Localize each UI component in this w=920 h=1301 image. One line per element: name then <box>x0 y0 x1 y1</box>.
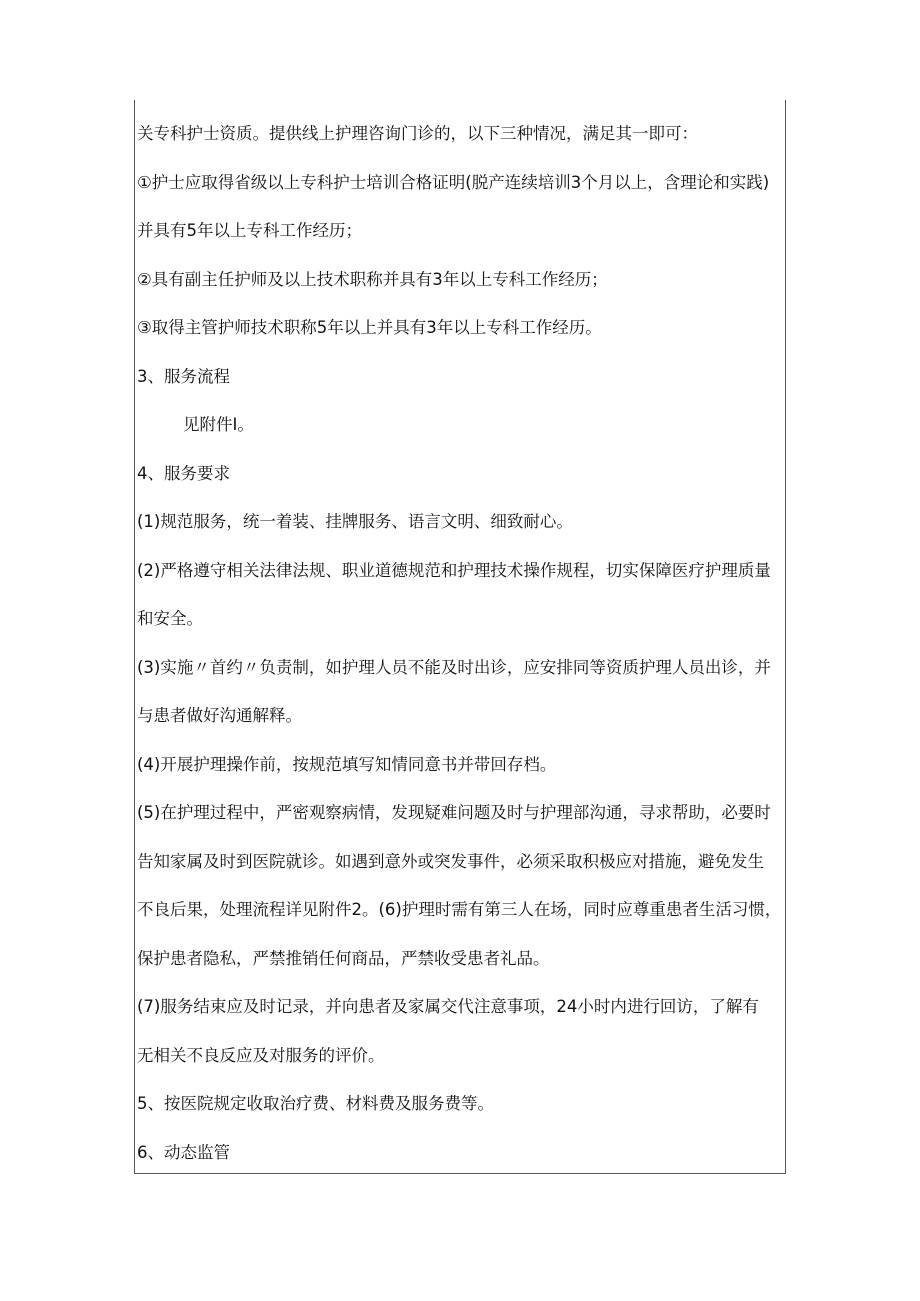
text-line: 见附件I。 <box>183 415 254 434</box>
text-line: 不良后果，处理流程详见附件2。(6)护理时需有第三人在场，同时应尊重患者生活习惯， <box>137 900 782 919</box>
text-line: ①护士应取得省级以上专科护士培训合格证明(脱产连续培训3个月以上，含理论和实践) <box>137 173 770 192</box>
text-line: (5)在护理过程中，严密观察病情，发现疑难问题及时与护理部沟通，寻求帮助，必要时 <box>137 803 771 822</box>
section-heading: 6、动态监管 <box>137 1143 230 1162</box>
text-line: (2)严格遵守相关法律法规、职业道德规范和护理技术操作规程，切实保障医疗护理质量 <box>137 561 771 580</box>
text-line: 5、按医院规定收取治疗费、材料费及服务费等。 <box>137 1094 494 1113</box>
text-line: (7)服务结束应及时记录，并向患者及家属交代注意事项，24小时内进行回访，了解有 <box>137 997 759 1016</box>
text-line: 告知家属及时到医院就诊。如遇到意外或突发事件，必须采取积极应对措施，避免发生 <box>137 852 764 871</box>
text-line: ③取得主管护师技术职称5年以上并具有3年以上专科工作经历。 <box>137 318 602 337</box>
text-line: 无相关不良反应及对服务的评价。 <box>137 1046 385 1065</box>
section-heading: 3、服务流程 <box>137 367 230 386</box>
text-line: 关专科护士资质。提供线上护理咨询门诊的，以下三种情况，满足其一即可： <box>137 124 698 143</box>
text-line: 并具有5年以上专科工作经历； <box>137 221 362 240</box>
text-line: 与患者做好沟通解释。 <box>137 706 302 725</box>
text-line: (1)规范服务，统一着装、挂牌服务、语言文明、细致耐心。 <box>137 512 573 531</box>
text-line: (4)开展护理操作前，按规范填写知情同意书并带回存档。 <box>137 755 557 774</box>
text-line: (3)实施〃首约〃负责制，如护理人员不能及时出诊，应安排同等资质护理人员出诊，并 <box>137 658 771 677</box>
text-line: ②具有副主任护师及以上技术职称并具有3年以上专科工作经历； <box>137 270 608 289</box>
text-line: 保护患者隐私，严禁推销任何商品，严禁收受患者礼品。 <box>137 949 550 968</box>
text-line: 和安全。 <box>137 609 203 628</box>
section-heading: 4、服务要求 <box>137 464 230 483</box>
